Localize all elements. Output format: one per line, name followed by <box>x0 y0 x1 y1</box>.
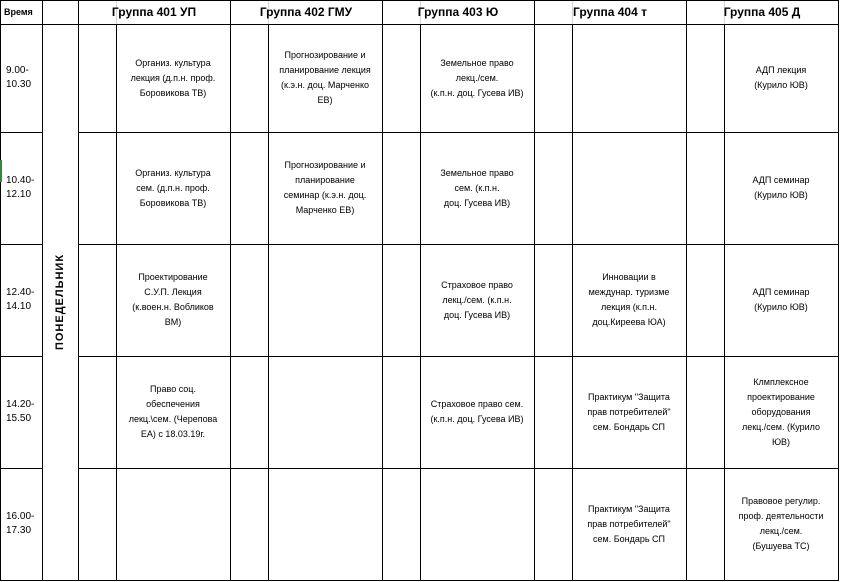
border-vertical <box>572 24 573 580</box>
cell-text-line: (Курило ЮВ) <box>754 190 808 200</box>
cell-text <box>131 56 216 101</box>
cell-text-line: лекц./сем. (Курило <box>741 421 821 432</box>
cell-text <box>754 63 808 93</box>
cell-text-line: АДП семинар <box>752 287 810 297</box>
day-label: ПОНЕДЕЛЬНИК <box>54 253 67 351</box>
time-slot-cell[interactable] <box>0 24 42 132</box>
cell-text-line: доц. Гусева ИВ) <box>443 309 511 320</box>
border-vertical <box>0 0 1 580</box>
group-header-2[interactable]: Группа 402 ГМУ <box>259 5 353 19</box>
time-slot-cell[interactable] <box>0 356 42 468</box>
cell-text-line: Проектирование <box>138 272 208 282</box>
border-vertical <box>686 0 687 580</box>
cell-text <box>742 375 820 450</box>
cell-text-line: сем. (к.п.н. <box>454 182 500 193</box>
cell-text-line: семинар (к.э.н. доц. <box>283 190 367 200</box>
cell-text-line: Организ. культура <box>135 167 211 178</box>
cell-text <box>752 173 809 203</box>
time-start: 10.40- <box>6 175 35 186</box>
cell-text-line: ЕА) с 18.03.19г. <box>140 429 206 439</box>
time-slot-text <box>6 174 34 202</box>
cell-text <box>430 397 523 427</box>
cell-text-line: ВМ) <box>164 317 182 327</box>
schedule-cell[interactable] <box>572 132 686 244</box>
cell-text-line: лекц./сем. <box>455 72 499 83</box>
border-horizontal <box>0 0 839 1</box>
cell-text <box>752 285 809 315</box>
time-start: 16.00- <box>6 511 35 522</box>
border-horizontal <box>78 244 839 245</box>
cell-text-line: (к.п.н. доц. Гусева ИВ) <box>430 87 524 98</box>
cell-text-line: сем. Бондарь СП <box>593 533 665 544</box>
row-selection-marker <box>0 160 2 182</box>
cell-text-line: планирование <box>295 175 355 185</box>
cell-text-line: Прогнозирование и <box>284 50 366 60</box>
schedule-cell[interactable] <box>268 356 382 468</box>
cell-text-line: оборудования <box>751 406 811 417</box>
cell-text-line: Боровикова ТВ) <box>139 197 207 208</box>
schedule-cell[interactable] <box>572 24 686 132</box>
border-horizontal <box>78 356 839 357</box>
cell-text-line: проф. деятельности <box>738 511 824 521</box>
time-slot-text <box>6 286 34 314</box>
schedule-cell[interactable] <box>268 244 382 356</box>
cell-text <box>135 166 210 211</box>
cell-text-line: Организ. культура <box>135 57 211 68</box>
cell-text-line: междунар. туризме <box>588 287 670 297</box>
schedule-cell[interactable] <box>420 132 534 244</box>
schedule-cell[interactable] <box>420 244 534 356</box>
cell-text-line: С.У.П. Лекция <box>144 287 202 297</box>
schedule-cell[interactable] <box>572 244 686 356</box>
cell-text-line: ЮВ) <box>771 436 791 447</box>
time-end: 12.10 <box>6 189 32 200</box>
cell-text <box>739 494 824 554</box>
cell-text-line: АДП лекция <box>755 65 807 75</box>
cell-text <box>440 166 513 211</box>
border-horizontal <box>0 356 43 357</box>
cell-text-line: доц.Киреева ЮА) <box>592 317 666 327</box>
cell-text-line: Прогнозирование и <box>284 160 366 170</box>
group-header-4[interactable]: Группа 404 т <box>573 5 647 19</box>
cell-text-line: лекц./сем. <box>759 526 803 536</box>
border-vertical <box>268 24 269 580</box>
schedule-cell[interactable] <box>268 24 382 132</box>
cell-text-line: Клмплексное <box>753 376 809 387</box>
cell-text-line: лекц./сем. (к.п.н. <box>442 294 512 305</box>
cell-text-line: (Курило ЮВ) <box>754 80 808 90</box>
border-vertical <box>534 0 535 580</box>
cell-text-line: (Курило ЮВ) <box>754 302 808 312</box>
cell-text-line: (к.п.н. доц. Гусева ИВ) <box>430 414 524 424</box>
cell-text-line: сем. Бондарь СП <box>593 421 665 432</box>
schedule-cell[interactable] <box>724 468 838 580</box>
schedule-cell[interactable] <box>420 356 534 468</box>
time-end: 10.30 <box>6 79 32 90</box>
cell-text-line: Страховое право <box>441 279 513 290</box>
cell-text-line: (Бушуева ТС) <box>752 541 810 551</box>
border-horizontal <box>0 468 43 469</box>
cell-text-line: прав потребителей" <box>587 406 671 417</box>
time-start: 12.40- <box>6 287 35 298</box>
cell-text <box>284 158 367 218</box>
border-vertical <box>230 0 231 580</box>
border-horizontal <box>0 132 43 133</box>
time-header-cell[interactable]: Время <box>4 7 33 17</box>
time-slot-cell[interactable] <box>0 132 42 244</box>
cell-text <box>589 270 670 330</box>
cell-text-line: Земельное право <box>440 167 514 178</box>
cell-text <box>587 502 670 547</box>
cell-text-line: Практикум "Защита <box>588 503 670 514</box>
schedule-cell[interactable] <box>572 468 686 580</box>
border-vertical <box>78 0 79 580</box>
schedule-cell[interactable] <box>268 468 382 580</box>
schedule-cell[interactable] <box>724 244 838 356</box>
day-label-cell[interactable] <box>42 24 78 580</box>
group-header-3[interactable]: Группа 403 Ю <box>417 5 499 19</box>
border-vertical <box>42 0 43 580</box>
cell-text-line: Марченко ЕВ) <box>295 205 355 215</box>
cell-text-line: обеспечения <box>146 399 200 409</box>
border-horizontal <box>78 468 839 469</box>
cell-text-line: лекц.\сем. (Черепова <box>128 414 218 424</box>
time-end: 14.10 <box>6 301 32 312</box>
border-horizontal <box>0 580 839 581</box>
cell-text-line: Боровикова ТВ) <box>139 87 207 98</box>
time-start: 9.00- <box>6 65 29 76</box>
cell-text-line: Право соц. <box>150 384 196 394</box>
cell-text <box>279 48 371 108</box>
border-vertical <box>420 24 421 580</box>
time-end: 15.50 <box>6 413 32 424</box>
border-vertical <box>116 24 117 580</box>
cell-text-line: доц. Гусева ИВ) <box>443 197 511 208</box>
schedule-cell[interactable] <box>116 132 230 244</box>
border-horizontal <box>0 24 839 25</box>
schedule-cell[interactable] <box>572 356 686 468</box>
schedule-cell[interactable] <box>116 24 230 132</box>
cell-text-line: прав потребителей" <box>587 518 671 529</box>
schedule-cell[interactable] <box>724 356 838 468</box>
border-horizontal <box>0 244 43 245</box>
cell-text-line: (к.воен.н. Вобликов <box>132 302 214 312</box>
cell-text-line: АДП семинар <box>752 175 810 185</box>
schedule-cell[interactable] <box>420 468 534 580</box>
border-vertical <box>838 0 839 580</box>
cell-text-line: Правовое регулир. <box>741 496 821 506</box>
cell-text-line: проектирование <box>747 391 815 402</box>
cell-text <box>587 390 670 435</box>
cell-text <box>129 382 218 442</box>
schedule-cell[interactable] <box>116 244 230 356</box>
cell-text <box>132 270 213 330</box>
group-header-5[interactable]: Группа 405 Д <box>723 5 801 19</box>
cell-text-line: Практикум "Защита <box>588 391 670 402</box>
cell-text-line: лекция (к.п.н. <box>600 302 657 312</box>
border-vertical <box>382 0 383 580</box>
schedule-cell[interactable] <box>268 132 382 244</box>
border-vertical <box>724 24 725 580</box>
cell-text-line: лекция (д.п.н. проф. <box>130 72 216 83</box>
time-end: 17.30 <box>6 525 32 536</box>
time-slot-text <box>6 398 34 426</box>
group-header-1[interactable]: Группа 401 УП <box>111 5 197 19</box>
time-slot-cell[interactable] <box>0 244 42 356</box>
cell-text <box>441 278 513 323</box>
cell-text-line: (к.э.н. доц. Марченко <box>280 80 369 90</box>
cell-text-line: Страховое право сем. <box>430 399 524 409</box>
time-start: 14.20- <box>6 399 35 410</box>
time-slot-cell[interactable] <box>0 468 42 580</box>
schedule-cell[interactable] <box>724 132 838 244</box>
schedule-cell[interactable] <box>116 356 230 468</box>
schedule-cell[interactable] <box>724 24 838 132</box>
cell-text-line: сем. (д.п.н. проф. <box>136 182 210 193</box>
cell-text-line: планирование лекция <box>279 65 371 75</box>
cell-text-line: Инновации в <box>602 272 656 282</box>
border-horizontal <box>78 132 839 133</box>
cell-text <box>430 56 523 101</box>
time-slot-text <box>6 510 34 538</box>
cell-text-line: Земельное право <box>440 57 514 68</box>
time-slot-text <box>6 64 31 92</box>
cell-text-line: ЕВ) <box>317 95 333 105</box>
schedule-cell[interactable] <box>116 468 230 580</box>
schedule-cell[interactable] <box>420 24 534 132</box>
